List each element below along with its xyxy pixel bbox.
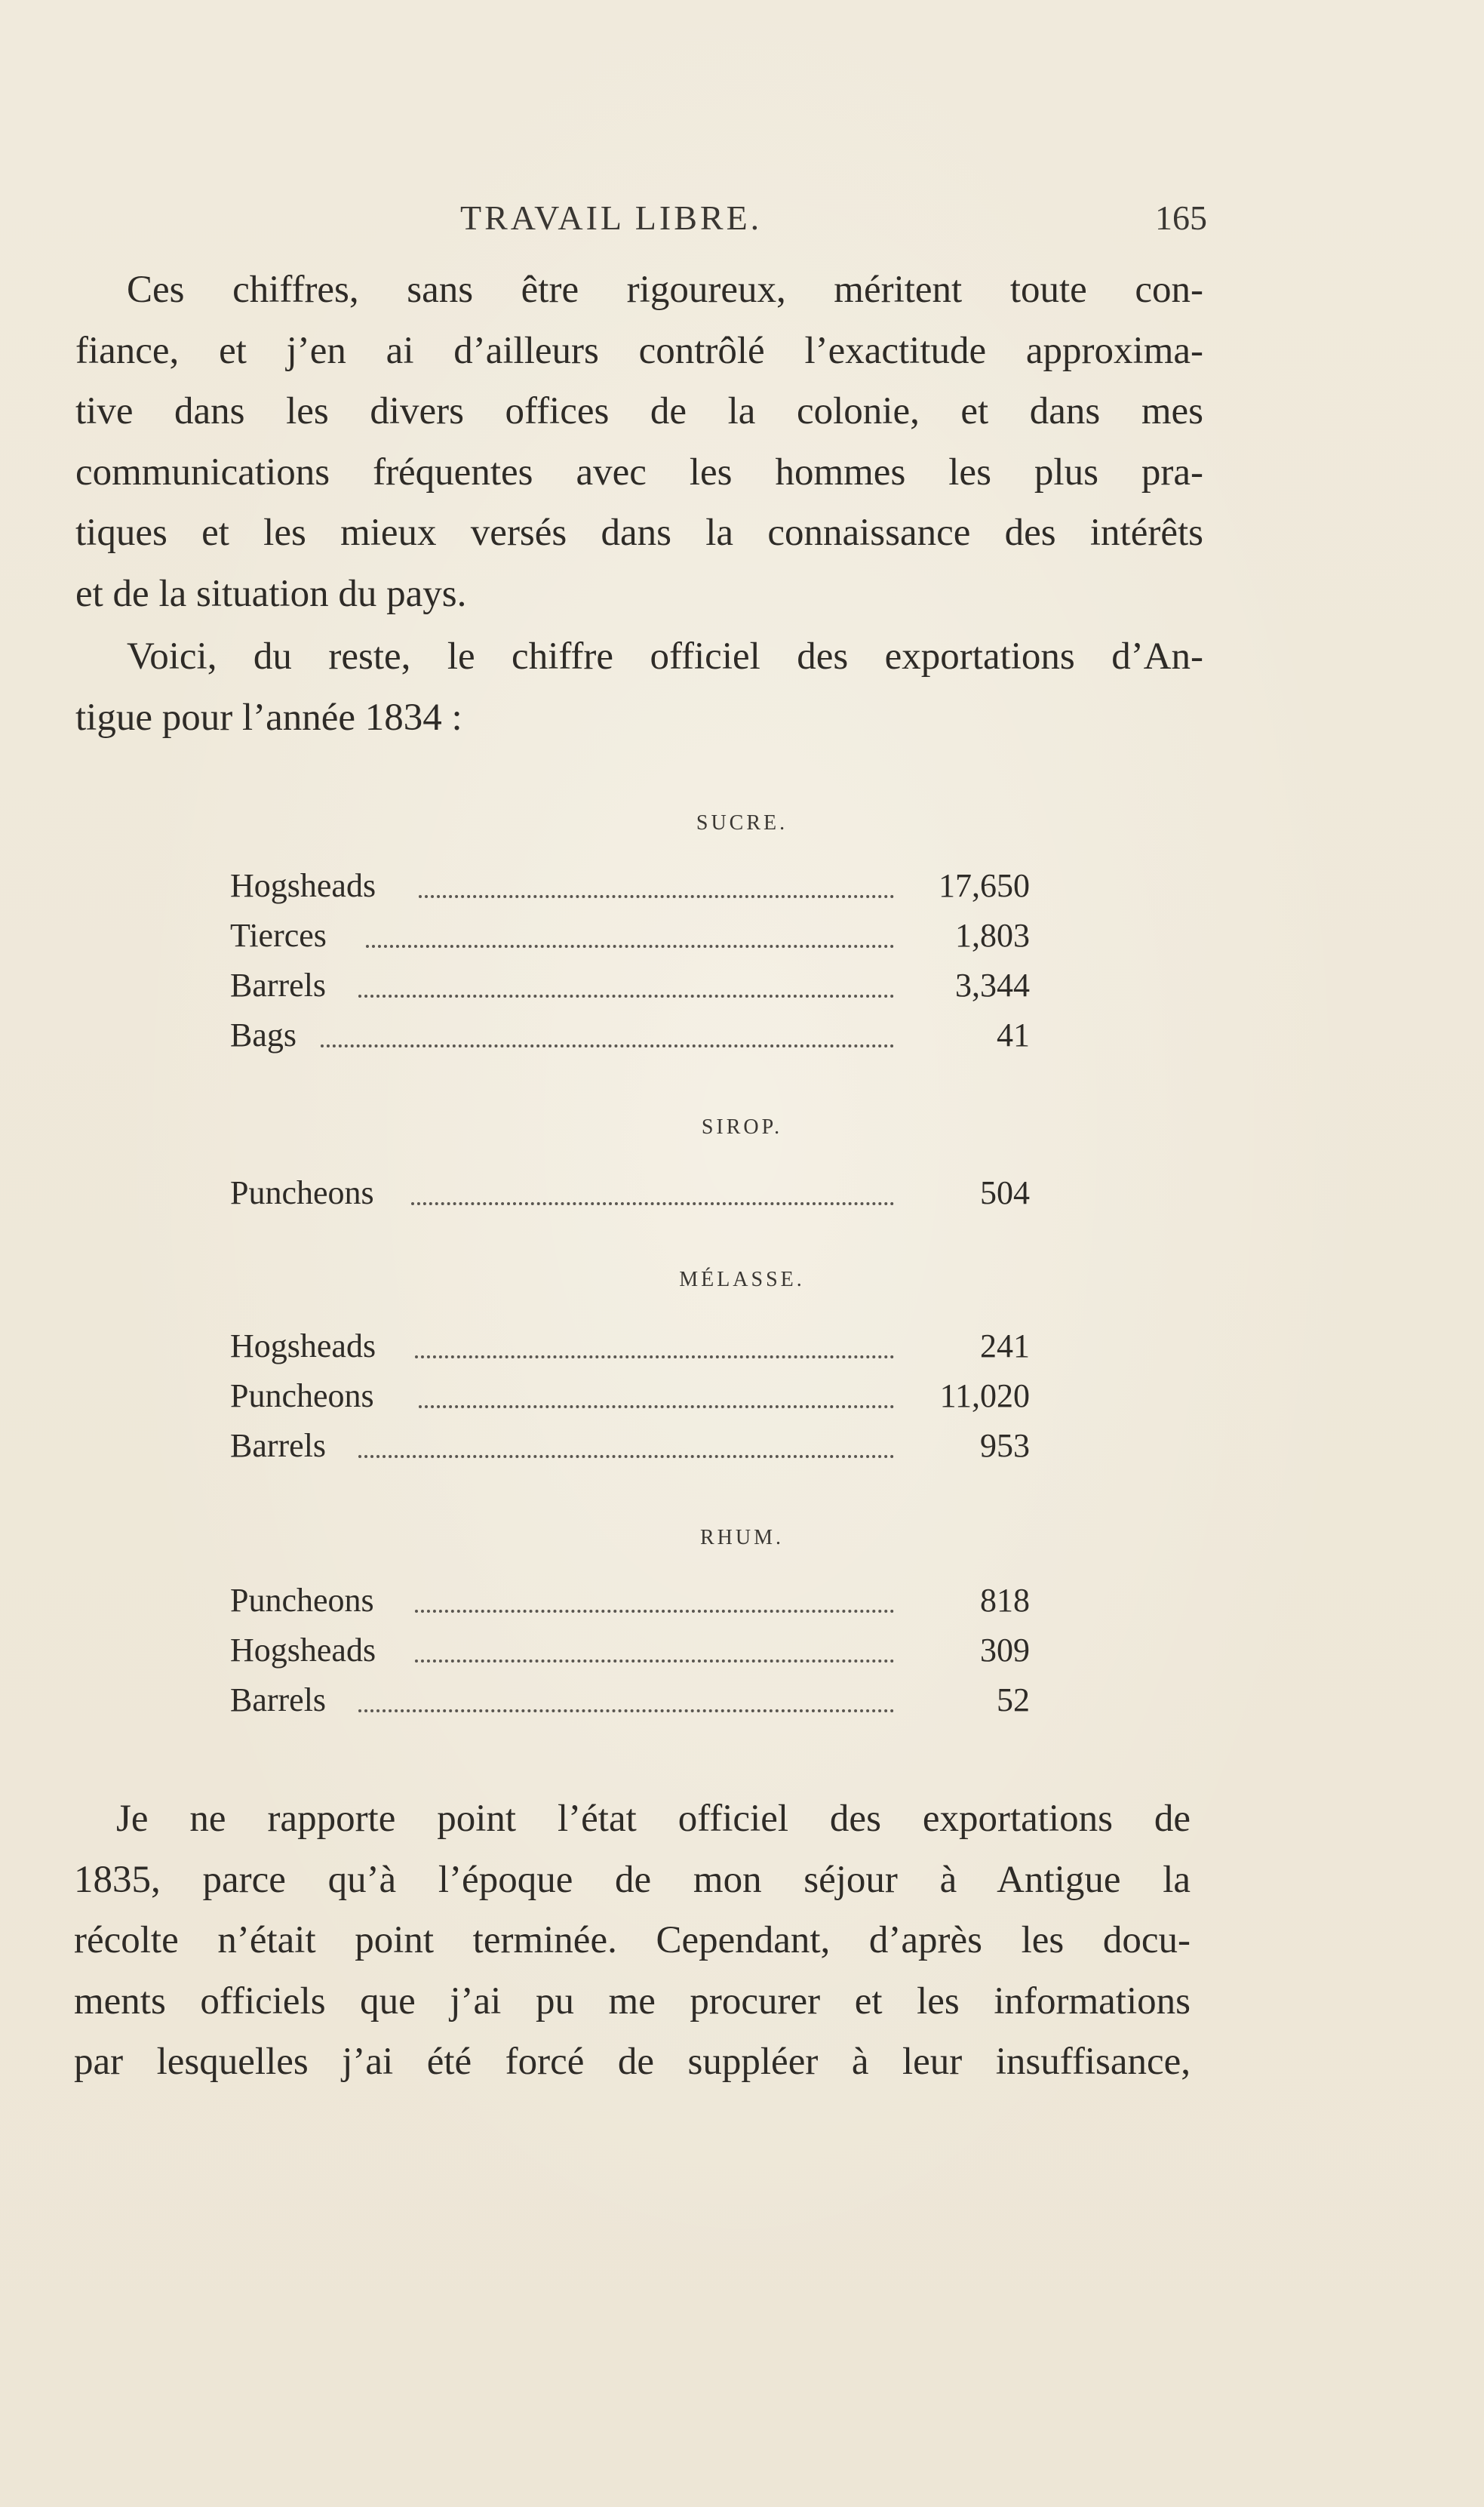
paragraph-1 [75, 260, 1203, 624]
dot-leader [358, 995, 894, 998]
export-table-sucre [230, 866, 1030, 1066]
dot-leader [415, 1610, 894, 1613]
row-value: 11,020 [939, 1377, 1030, 1414]
row-label: Hogsheads [230, 1327, 376, 1364]
table-row [230, 1174, 1030, 1223]
row-label: Puncheons [230, 1174, 374, 1211]
row-value: 309 [980, 1632, 1030, 1669]
row-value: 953 [980, 1427, 1030, 1464]
paragraph-line: fiance, et j’en ai d’ailleurs contrôlé l’exactitude approxima- [75, 329, 1203, 372]
paragraph-line: tive dans les divers offices de la colonie, et dans mes [75, 390, 1203, 432]
row-label: Puncheons [230, 1582, 374, 1619]
table-row [230, 966, 1030, 1016]
paragraph-line: Voici, du reste, le chiffre officiel des exportations d’An- [127, 635, 1203, 678]
dot-leader [358, 1709, 894, 1712]
table-row [230, 1426, 1030, 1476]
dot-leader [419, 1405, 894, 1408]
dot-leader [366, 945, 894, 948]
page-number: 165 [1155, 198, 1207, 237]
paragraph-2 [75, 626, 1203, 748]
paragraph-line: 1835, parce qu’à l’époque de mon séjour à Antigue la [74, 1858, 1191, 1901]
row-value: 17,650 [939, 867, 1030, 904]
dot-leader [358, 1455, 894, 1458]
paragraph-line: communications fréquentes avec les hommes les plus pra- [75, 451, 1203, 494]
export-table-rhum [230, 1581, 1030, 1730]
dot-leader [321, 1044, 894, 1047]
export-table-melasse [230, 1327, 1030, 1476]
table-row [230, 866, 1030, 916]
export-table-sirop [230, 1174, 1030, 1223]
section-heading-sucre: SUCRE. [696, 811, 788, 835]
table-row [230, 1681, 1030, 1730]
running-head [75, 198, 1207, 251]
row-label: Barrels [230, 1427, 327, 1464]
paragraph-line: Je ne rapporte point l’état officiel des exportations de [116, 1798, 1191, 1840]
row-value: 504 [980, 1174, 1030, 1211]
row-label: Puncheons [230, 1377, 374, 1414]
table-row [230, 1631, 1030, 1681]
paragraph-line: tiques et les mieux versés dans la connaissance des intérêts [75, 512, 1203, 554]
paragraph-line: par lesquelles j’ai été forcé de suppléer à leur insuffisance, [74, 2041, 1191, 2083]
section-heading-rhum: RHUM. [699, 1526, 784, 1549]
dot-leader [415, 1660, 894, 1663]
row-label: Hogsheads [230, 1632, 376, 1669]
section-heading-sirop: SIROP. [701, 1115, 783, 1139]
dot-leader [419, 895, 894, 898]
row-label: Barrels [230, 967, 327, 1004]
table-row [230, 916, 1030, 966]
row-label: Tierces [230, 917, 327, 954]
row-value: 818 [980, 1582, 1030, 1619]
paragraph-line: tigue pour l’année 1834 : [75, 696, 462, 739]
row-value: 1,803 [955, 917, 1030, 954]
paragraph-line: ments officiels que j’ai pu me procurer et les informations [74, 1979, 1191, 2023]
dot-leader [411, 1202, 894, 1205]
paragraph-line: récolte n’était point terminée. Cependant, d’après les docu- [74, 1919, 1191, 1961]
paragraph-3 [74, 1789, 1191, 2093]
running-title: TRAVAIL LIBRE. [460, 198, 763, 237]
table-row [230, 1377, 1030, 1426]
table-row [230, 1327, 1030, 1377]
row-value: 241 [980, 1327, 1030, 1364]
row-value: 3,344 [955, 967, 1030, 1004]
row-label: Hogsheads [230, 867, 376, 904]
row-label: Bags [230, 1017, 296, 1054]
paragraph-line: Ces chiffres, sans être rigoureux, méritent toute con- [127, 269, 1203, 311]
row-value: 41 [997, 1017, 1030, 1054]
paragraph-line: et de la situation du pays. [75, 572, 467, 615]
row-label: Barrels [230, 1681, 327, 1718]
section-heading-melasse: MÉLASSE. [679, 1268, 805, 1291]
dot-leader [415, 1355, 894, 1358]
table-row [230, 1016, 1030, 1066]
row-value: 52 [997, 1681, 1030, 1718]
table-row [230, 1581, 1030, 1631]
